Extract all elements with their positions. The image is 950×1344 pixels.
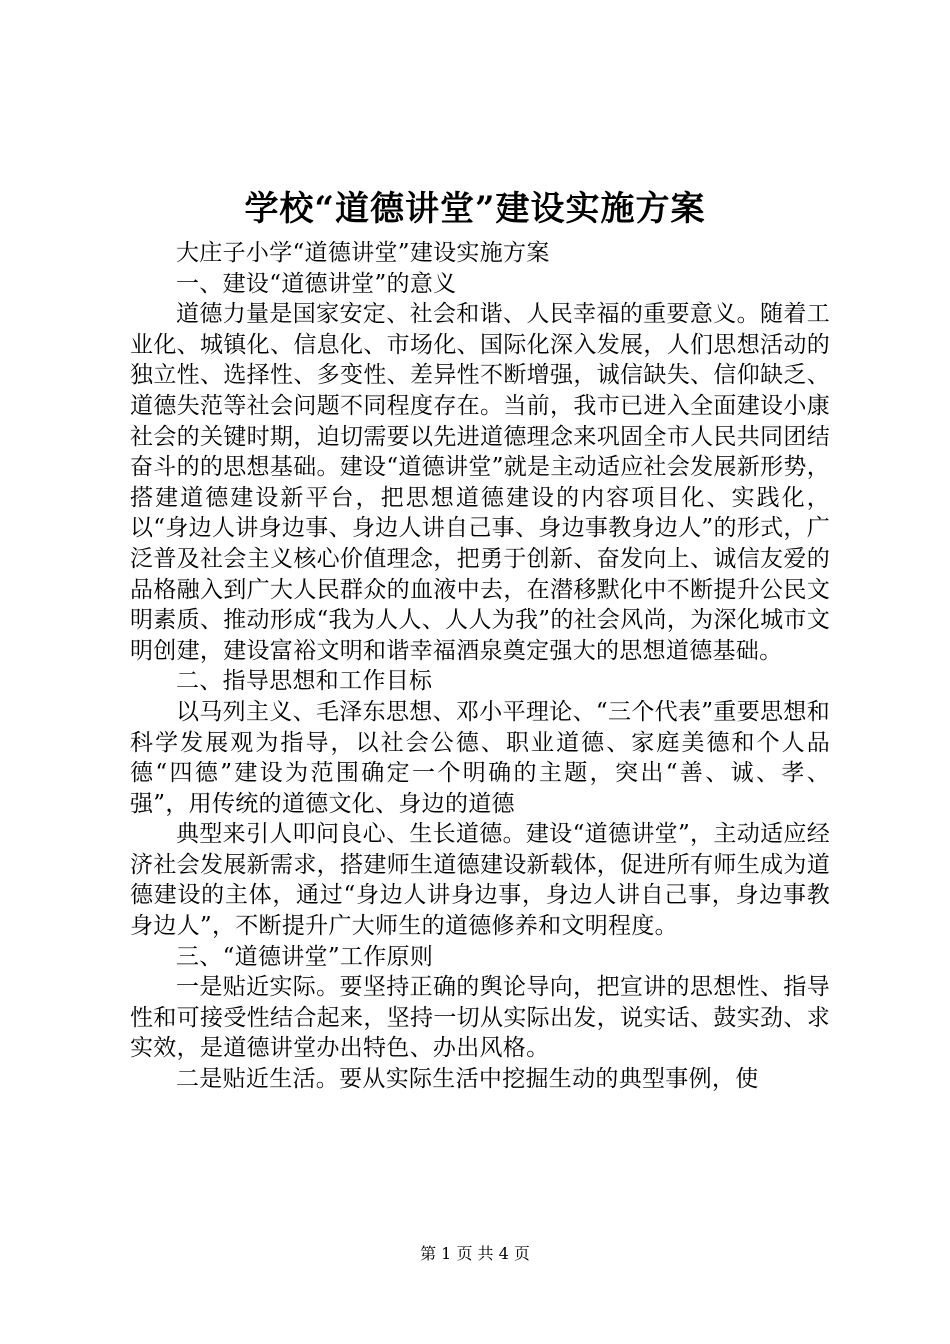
paragraph: 一是贴近实际。要坚持正确的舆论导向，把宣讲的思想性、指导性和可接受性结合起来，坚持一切从实际出发，说实话、鼓实劲、求实效，是道德讲堂办出特色、办出风格。 xyxy=(130,974,830,1062)
document-body xyxy=(130,238,830,1095)
paragraph-subtitle: 大庄子小学“道德讲堂”建设实施方案 xyxy=(176,240,550,266)
document-title: 学校“道德讲堂”建设实施方案 xyxy=(244,189,706,229)
page-footer: 第 1 页 共 4 页 xyxy=(420,1244,530,1263)
section-heading-1: 一、建设“道德讲堂”的意义 xyxy=(176,270,457,297)
paragraph: 二是贴近生活。要从实际生活中挖掘生动的典型事例，使 xyxy=(176,1066,759,1093)
paragraph: 道德力量是国家安定、社会和谐、人民幸福的重要意义。随着工业化、城镇化、信息化、市场化、国际化深入发展，人们思想活动的独立性、选择性、多变性、差异性不断增强，诚信缺失、信仰缺乏、道德失范等社会问题不同程度存在。当前，我市已进入全面建设小康社会的关键时期，迫切需要以先进道德理念来巩固全市人民共同团结奋斗的的思想基础。建设“道德讲堂”就是主动适应社会发展新形势，搭建道德建设新平台，把思想道德建设的内容项目化、实践化，以“身边人讲身边事、身边人讲自己事、身边事教身边人”的形式，广泛普及社会主义核心价值理念，把勇于创新、奋发向上、诚信友爱的品格融入到广大人民群众的血液中去，在潜移默化中不断提升公民文明素质、推动形成“我为人人、人人为我”的社会风尚，为深化城市文明创建，建设富裕文明和谐幸福酒泉奠定强大的思想道德基础。 xyxy=(130,301,830,664)
paragraph: 典型来引人叩问良心、生长道德。建设“道德讲堂”，主动适应经济社会发展新需求，搭建师生道德建设新载体，促进所有师生成为道德建设的主体，通过“身边人讲身边事，身边人讲自己事，身边事教身边人”，不断提升广大师生的道德修养和文明程度。 xyxy=(130,821,830,940)
section-heading-2: 二、指导思想和工作目标 xyxy=(176,668,433,695)
section-heading-3: 三、“道德讲堂”工作原则 xyxy=(176,943,434,970)
paragraph: 以马列主义、毛泽东思想、邓小平理论、“三个代表”重要思想和科学发展观为指导，以社会公德、职业道德、家庭美德和个人品德“四德”建设为范围确定一个明确的主题，突出“善、诚、孝、强”，用传统的道德文化、身边的道德 xyxy=(130,698,830,817)
